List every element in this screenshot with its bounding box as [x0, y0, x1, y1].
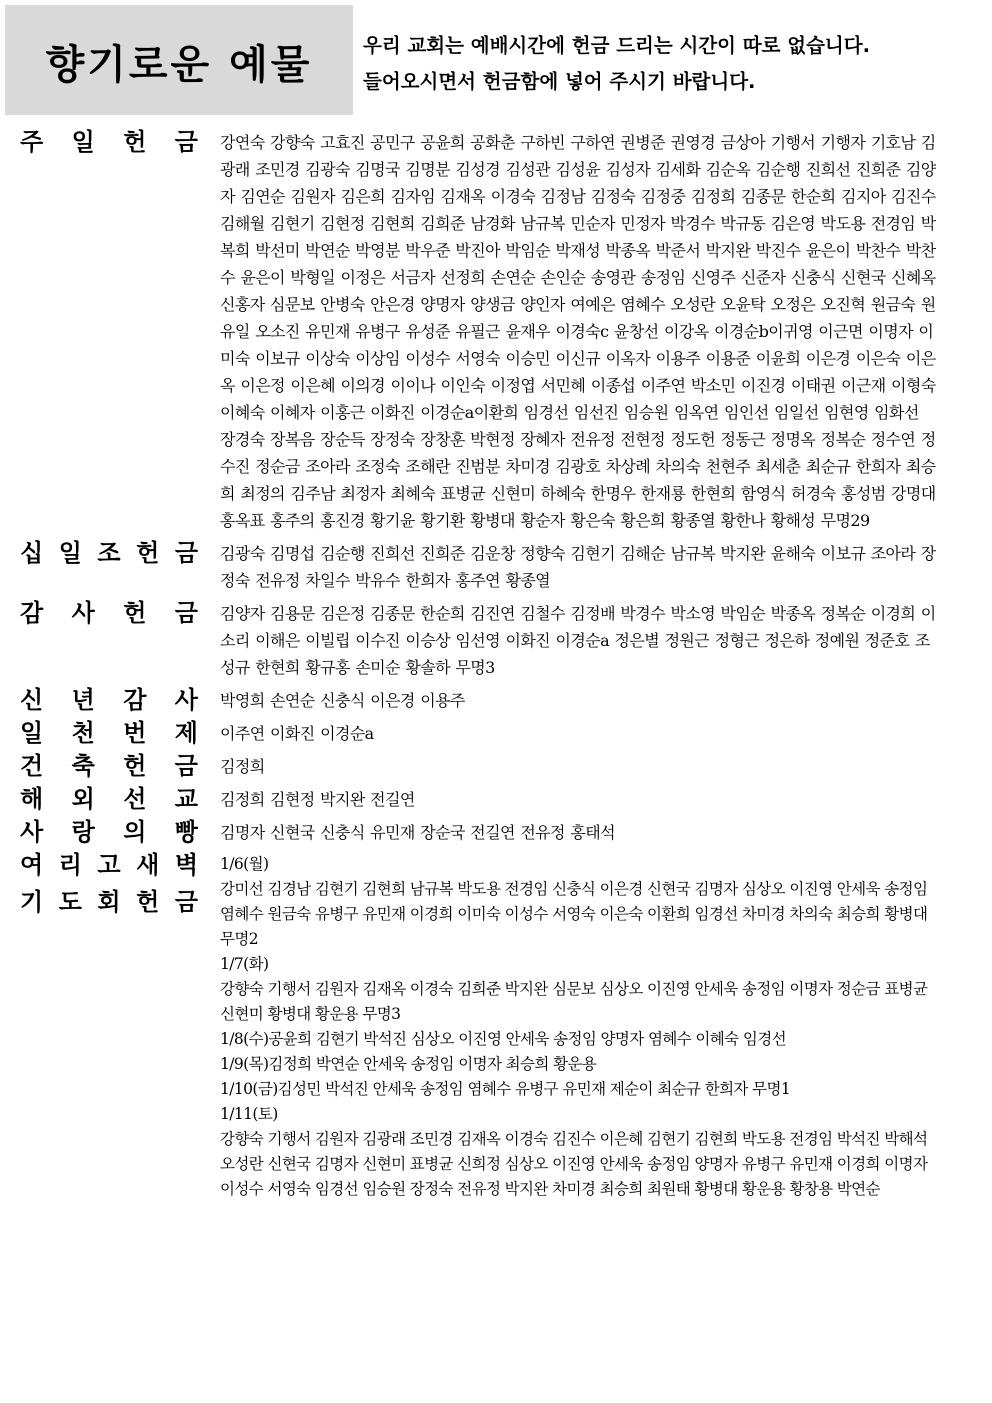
offering-names: 김명자 신현국 신충식 유민재 장순국 전길연 전유정 홍태석	[220, 823, 615, 842]
label-char: 고	[97, 851, 121, 879]
label-char: 일	[71, 128, 95, 156]
prayer-label-1	[20, 852, 198, 879]
label-char: 헌	[136, 888, 160, 916]
offering-names: 박영희 손연순 신충식 이은경 이용주	[220, 691, 465, 710]
offering-names: 김정희 김현정 박지완 전길연	[220, 790, 415, 809]
label-char: 해	[20, 785, 44, 813]
prayer-line: 1/11(토)	[220, 1105, 278, 1123]
prayer-line: 1/7(화)	[220, 955, 269, 973]
label-char: 선	[123, 785, 147, 813]
label-char: 사	[174, 686, 198, 714]
prayer-label-2	[20, 889, 198, 916]
label-char: 감	[20, 599, 44, 627]
label-char: 금	[174, 599, 198, 627]
prayer-line: 1/6(월)	[220, 855, 269, 873]
offering-label	[20, 129, 220, 156]
label-char: 빵	[174, 818, 198, 846]
label-char: 건	[20, 752, 44, 780]
label-char: 번	[123, 719, 147, 747]
label-char: 회	[97, 888, 121, 916]
label-char: 여	[20, 851, 44, 879]
label-char: 헌	[123, 599, 147, 627]
offering-row-bread	[20, 819, 980, 846]
label-char: 금	[174, 539, 198, 567]
label-char: 천	[71, 719, 95, 747]
label-char: 금	[174, 888, 198, 916]
label-char: 리	[58, 851, 82, 879]
label-char: 일	[58, 539, 82, 567]
label-char: 일	[20, 719, 44, 747]
offering-notice	[363, 28, 988, 100]
label-char: 벽	[174, 851, 198, 879]
label-char: 조	[97, 539, 121, 567]
prayer-line: 강미선 김경남 김현기 김현희 남규복 박도용 전경임 신충식 이은경 신현국 김명자 심상오 이진영 안세욱 송정임 염혜수 원금숙 유병구 유민재 이경희 이미숙 이성수 서영숙 이은숙 이환희 임경선 차미경 차의숙 최승희 황병대 무명2	[220, 880, 928, 948]
offering-row-new-year	[20, 687, 980, 714]
label-char: 제	[174, 719, 198, 747]
prayer-line: 강향숙 기행서 김원자 김재옥 이경숙 김희준 박지완 심문보 심상오 이진영 안세욱 송정임 이명자 정순금 표병균 신현미 황병대 황운용 무명3	[220, 980, 928, 1023]
label-char: 년	[71, 686, 95, 714]
label-char: 새	[136, 851, 160, 879]
offering-names: 김광숙 김명섭 김순행 진희선 진희준 김운창 정향숙 김현기 김해순 남규복 박지완 윤해숙 이보규 조아라 장정숙 전유정 차일수 박유수 한희자 홍주연 황종열	[220, 544, 936, 590]
offering-row-building	[20, 753, 980, 780]
offering-names: 김정희	[220, 757, 265, 776]
offering-row-thousand	[20, 720, 980, 747]
offering-row-thanks	[20, 600, 980, 681]
prayer-names	[220, 852, 938, 1202]
label-char: 신	[20, 686, 44, 714]
label-char: 기	[20, 888, 44, 916]
prayer-line: 1/10(금)김성민 박석진 안세욱 송정임 염혜수 유병구 유민재 제순이 최순규 한희자 무명1	[220, 1080, 791, 1098]
label-char: 헌	[136, 539, 160, 567]
offering-label	[20, 540, 220, 567]
label-char: 사	[71, 599, 95, 627]
label-char: 사	[20, 818, 44, 846]
label-char: 외	[71, 785, 95, 813]
prayer-line: 1/9(목)김정희 박연순 안세욱 송정임 이명자 최승희 황운용	[220, 1055, 597, 1073]
label-char: 헌	[123, 128, 147, 156]
prayer-line: 1/8(수)공윤희 김현기 박석진 심상오 이진영 안세욱 송정임 양명자 염혜수 이혜숙 임경선	[220, 1030, 786, 1048]
notice-line-2: 들어오시면서 헌금함에 넣어 주시기 바랍니다.	[363, 70, 756, 93]
label-char: 도	[58, 888, 82, 916]
label-char: 금	[174, 752, 198, 780]
label-char: 교	[174, 785, 198, 813]
prayer-offering-section	[20, 852, 980, 1202]
page-title: 향기로운 예물	[45, 42, 313, 88]
offering-row-mission	[20, 786, 980, 813]
offering-label	[20, 819, 220, 846]
offering-row-sunday	[20, 129, 980, 534]
notice-line-1: 우리 교회는 예배시간에 헌금 드리는 시간이 따로 없습니다.	[363, 34, 871, 57]
label-char: 헌	[123, 752, 147, 780]
label-char: 의	[123, 818, 147, 846]
label-char: 주	[20, 128, 44, 156]
title-box	[5, 5, 353, 115]
offering-label	[20, 753, 220, 780]
prayer-line: 강향숙 기행서 김원자 김광래 조민경 김재옥 이경숙 김진수 이은혜 김현기 김현희 박도용 전경임 박석진 박해석 오성란 신현국 김명자 신현미 표병균 신희정 심상오 이진영 안세욱 송정임 양명자 유병구 유민재 이경희 이명자 이성수 서영숙 임경선 임승원 장정숙 전유정 박지완 차미경 최승희 최원태 황병대 황운용 황창용 박연순	[220, 1130, 928, 1198]
offering-label	[20, 720, 220, 747]
offering-row-tithe	[20, 540, 980, 594]
offering-label	[20, 600, 220, 627]
label-char: 축	[71, 752, 95, 780]
offering-label	[20, 786, 220, 813]
offering-names: 이주연 이화진 이경순a	[220, 724, 374, 743]
label-char: 금	[174, 128, 198, 156]
prayer-labels	[20, 852, 220, 926]
offering-list	[20, 129, 980, 1202]
label-char: 감	[123, 686, 147, 714]
label-char: 십	[20, 539, 44, 567]
offering-names: 김양자 김용문 김은정 김종문 한순희 김진연 김철수 김정배 박경수 박소영 박임순 박종옥 정복순 이경희 이소리 이해은 이빌립 이수진 이승상 임선영 이화진 이경순a 정은별 정원근 정형근 정은하 정예원 정준호 조성규 한현희 황규홍 손미순 황솔하 무명3	[220, 604, 936, 677]
label-char: 랑	[71, 818, 95, 846]
offering-names: 강연숙 강향숙 고효진 공민구 공윤희 공화춘 구하빈 구하연 권병준 권영경 금상아 기행서 기행자 기호남 김광래 조민경 김광숙 김명국 김명분 김성경 김성관 김성윤 김성자 김세화 김순옥 김순행 진희선 진희준 김양자 김연순 김원자 김은희 김자임 김재옥 이경숙 김정남 김정숙 김정중 김정희 김종문 한순희 김지아 김진수 김해월 김현기 김현정 김현희 김희준 남경화 남규복 민순자 민정자 박경수 박규동 김은영 박도용 전경임 박복희 박선미 박연순 박영분 박우준 박진아 박임순 박재성 박종옥 박준서 박지완 박진수 윤은이 박찬수 박찬수 윤은이 박형일 이정은 서금자 선정희 손연순 손인순 송영관 송정임 신영주 신준자 신충식 신현국 신혜옥 신홍자 심문보 안병숙 안은경 양명자 양생금 양인자 여예은 염혜수 오성란 오윤탁 오정은 오진혁 원금숙 원유일 오소진 유민재 유병구 유성준 유필근 윤재우 이경숙c 윤창선 이강옥 이경순b이귀영 이근면 이명자 이미숙 이보규 이상숙 이상임 이성수 서영숙 이승민 이신규 이옥자 이용주 이용준 이윤희 이은경 이은숙 이은옥 이은정 이은혜 이의경 이이나 이인숙 이정엽 서민혜 이종섭 이주연 박소민 이진경 이태권 이근재 이형숙 이혜숙 이혜자 이홍근 이화진 이경순a이환희 임경선 임선진 임승원 임옥연 임인선 임일선 임현영 임화선 장경숙 장복음 장순득 장정숙 장창훈 박현정 장혜자 전유정 전현정 정도헌 정동근 정명옥 정복순 정수연 정수진 정순금 조아라 조정숙 조해란 진범분 차미경 김광호 차상례 차의숙 천현주 최세춘 최순규 한희자 최승희 최정의 김주남 최정자 최혜숙 표병균 신현미 하혜숙 한명우 한재룡 한현희 함영식 허경숙 홍성범 강명대 홍옥표 홍주의 홍진경 황기윤 황기환 황병대 황순자 황은숙 황은희 황종열 황한나 황해성 무명29	[220, 133, 936, 530]
offering-label	[20, 687, 220, 714]
